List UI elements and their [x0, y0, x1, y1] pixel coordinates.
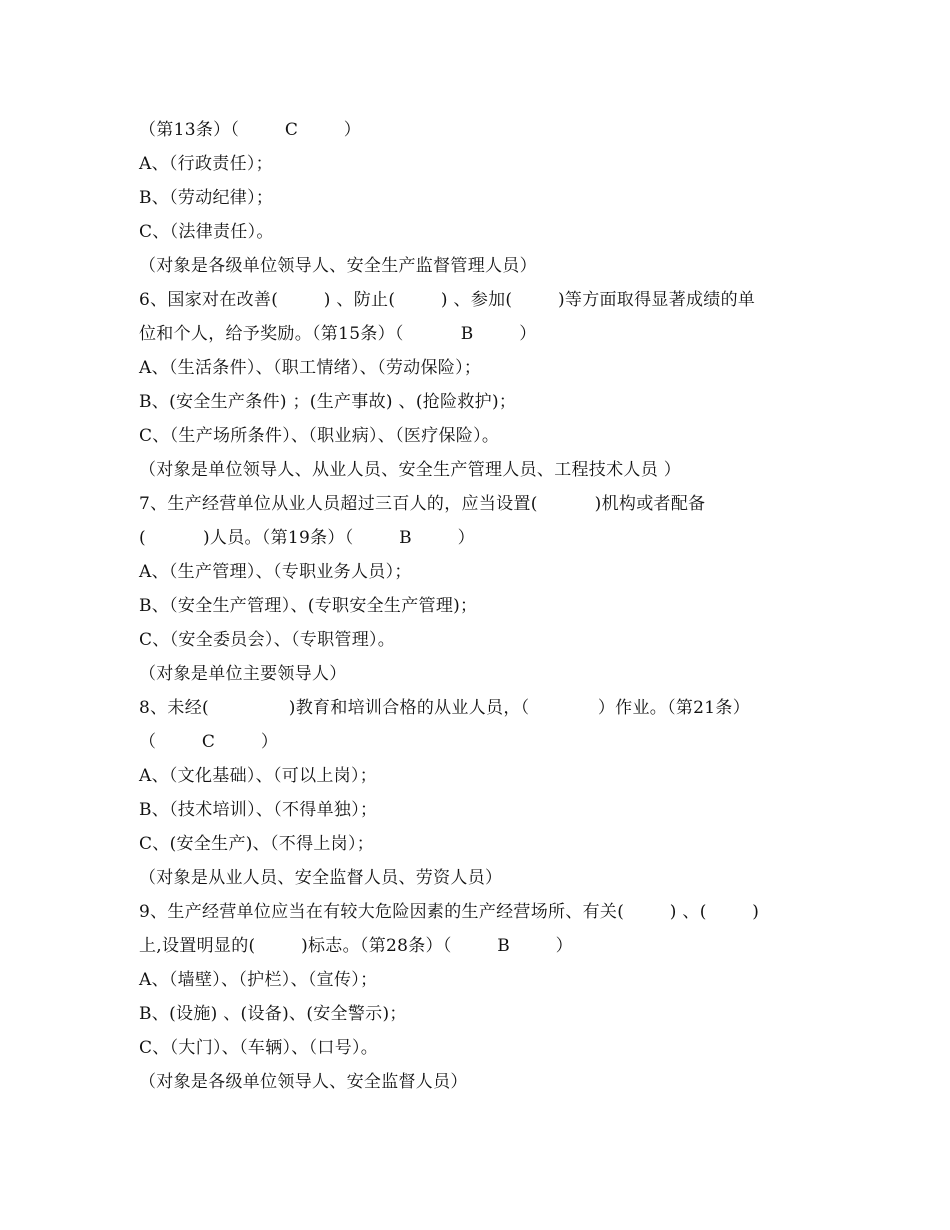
q5-option-a: A、（行政责任）； [139, 154, 273, 174]
q6-option-b: B、(安全生产条件) ；(生产事故) 、(抢险救护)； [139, 392, 517, 412]
q8-question-line1: 8、未经( )教育和培训合格的从业人员，（ ）作业。（第21条） [139, 698, 751, 718]
q7-option-a: A、（生产管理）、（专职业务人员）； [139, 562, 412, 582]
q5-option-c: C、（法律责任）。 [139, 222, 274, 242]
q9-option-a: A、（墙壁）、（护栏）、（宣传）； [139, 970, 378, 990]
q7-option-b: B、（安全生产管理）、(专职安全生产管理)； [139, 596, 478, 616]
q8-answer: （ C ） [139, 732, 279, 752]
q6-target-note: （对象是单位领导人、从业人员、安全生产管理人员、工程技术人员 ） [139, 460, 682, 480]
q6-option-a: A、（生活条件）、（职工情绪）、（劳动保险）； [139, 358, 482, 378]
q5-article-answer: （第13条）（ C ） [139, 120, 362, 140]
q6-question-line1: 6、国家对在改善( ) 、防止( ) 、参加( )等方面取得显著成绩的单 [139, 290, 756, 310]
q7-question-line2: ( )人员。（第19条）（ B ） [139, 528, 475, 548]
q5-target-note: （对象是各级单位领导人、安全生产监督管理人员） [139, 256, 537, 276]
q9-question-line2: 上,设置明显的( )标志。（第28条）（ B ） [139, 936, 573, 956]
q8-option-a: A、（文化基础）、（可以上岗）； [139, 766, 378, 786]
q9-target-note: （对象是各级单位领导人、安全监督人员） [139, 1072, 468, 1092]
q5-option-b: B、（劳动纪律）； [139, 188, 274, 208]
q8-option-b: B、（技术培训）、（不得单独）； [139, 800, 378, 820]
q7-option-c: C、（安全委员会）、（专职管理）。 [139, 630, 396, 650]
q7-question-line1: 7、生产经营单位从业人员超过三百人的，应当设置( )机构或者配备 [139, 494, 706, 514]
q9-option-c: C、（大门）、（车辆）、（口号）。 [139, 1038, 379, 1058]
q8-option-c: C、(安全生产)、（不得上岗）； [139, 834, 375, 854]
q9-question-line1: 9、生产经营单位应当在有较大危险因素的生产经营场所、有关( ) 、( ) [139, 902, 760, 922]
q8-target-note: （对象是从业人员、安全监督人员、劳资人员） [139, 868, 503, 888]
q7-target-note: （对象是单位主要领导人） [139, 664, 347, 684]
q9-option-b: B、(设施) 、(设备)、(安全警示)； [139, 1004, 407, 1024]
q6-option-c: C、（生产场所条件）、（职业病）、（医疗保险）。 [139, 426, 500, 446]
q6-question-line2: 位和个人，给予奖励。（第15条）（ B ） [139, 324, 537, 344]
